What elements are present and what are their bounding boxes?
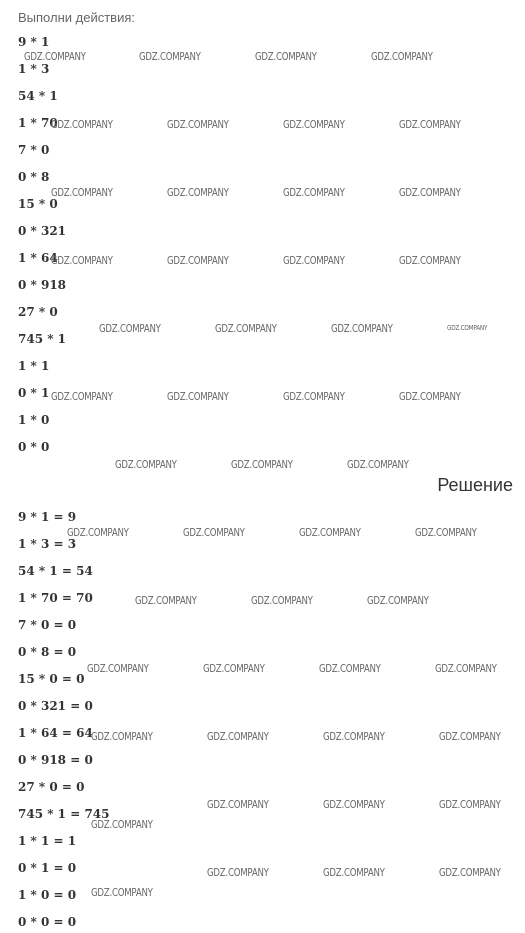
answer-item: 1 * 0 = 0 <box>18 888 77 902</box>
watermark: GDZ.COMPANY <box>135 595 197 607</box>
answer-item: 0 * 918 = 0 <box>18 753 93 767</box>
watermark: GDZ.COMPANY <box>91 819 153 831</box>
answer-item: 1 * 64 = 64 <box>18 726 93 740</box>
watermark: GDZ.COMPANY <box>255 51 317 63</box>
answer-item: 9 * 1 = 9 <box>18 510 77 524</box>
exercise-item: 1 * 70 <box>18 116 58 130</box>
watermark: GDZ.COMPANY <box>51 119 113 131</box>
exercise-item: 1 * 0 <box>18 413 50 427</box>
exercise-item: 1 * 64 <box>18 251 58 265</box>
answer-item: 54 * 1 = 54 <box>18 564 93 578</box>
answer-item: 27 * 0 = 0 <box>18 780 85 794</box>
watermark: GDZ.COMPANY <box>203 663 265 675</box>
watermark: GDZ.COMPANY <box>399 391 461 403</box>
watermark: GDZ.COMPANY <box>207 867 269 879</box>
watermark: GDZ.COMPANY <box>283 391 345 403</box>
exercise-item: 745 * 1 <box>18 332 67 346</box>
watermark: GDZ.COMPANY <box>167 391 229 403</box>
exercise-item: 0 * 321 <box>18 224 67 238</box>
watermark: GDZ.COMPANY <box>331 323 393 335</box>
watermark: GDZ.COMPANY <box>139 51 201 63</box>
answer-item: 15 * 0 = 0 <box>18 672 85 686</box>
watermark: GDZ.COMPANY <box>207 799 269 811</box>
watermark: GDZ.COMPANY <box>231 459 293 471</box>
answer-item: 0 * 8 = 0 <box>18 645 77 659</box>
watermark: GDZ.COMPANY <box>207 731 269 743</box>
answer-item: 1 * 1 = 1 <box>18 834 77 848</box>
exercise-item: 1 * 1 <box>18 359 50 373</box>
watermark: GDZ.COMPANY <box>24 51 86 63</box>
watermark: GDZ.COMPANY <box>283 255 345 267</box>
watermark: GDZ.COMPANY <box>323 731 385 743</box>
solution-heading: Решение <box>437 475 513 495</box>
exercise-item: 54 * 1 <box>18 89 58 103</box>
watermark: GDZ.COMPANY <box>51 187 113 199</box>
watermark: GDZ.COMPANY <box>371 51 433 63</box>
watermark: GDZ.COMPANY <box>115 459 177 471</box>
watermark: GDZ.COMPANY <box>299 527 361 539</box>
answer-item: 0 * 0 = 0 <box>18 915 77 929</box>
watermark: GDZ.COMPANY <box>167 255 229 267</box>
watermark: GDZ.COMPANY <box>435 663 497 675</box>
watermark: GDZ.COMPANY <box>447 324 488 332</box>
watermark: GDZ.COMPANY <box>91 731 153 743</box>
watermark: GDZ.COMPANY <box>99 323 161 335</box>
watermark: GDZ.COMPANY <box>251 595 313 607</box>
task-title: Выполни действия: <box>18 10 135 25</box>
watermark: GDZ.COMPANY <box>283 119 345 131</box>
watermark: GDZ.COMPANY <box>439 731 501 743</box>
watermark: GDZ.COMPANY <box>167 187 229 199</box>
watermark: GDZ.COMPANY <box>51 255 113 267</box>
watermark: GDZ.COMPANY <box>323 867 385 879</box>
watermark: GDZ.COMPANY <box>439 867 501 879</box>
watermark: GDZ.COMPANY <box>323 799 385 811</box>
answer-item: 7 * 0 = 0 <box>18 618 77 632</box>
exercise-item: 15 * 0 <box>18 197 58 211</box>
watermark: GDZ.COMPANY <box>283 187 345 199</box>
answer-item: 745 * 1 = 745 <box>18 807 110 821</box>
answer-item: 1 * 70 = 70 <box>18 591 93 605</box>
watermark: GDZ.COMPANY <box>399 255 461 267</box>
exercise-item: 0 * 918 <box>18 278 67 292</box>
exercise-item: 9 * 1 <box>18 35 50 49</box>
watermark: GDZ.COMPANY <box>415 527 477 539</box>
exercise-item: 1 * 3 <box>18 62 50 76</box>
answer-item: 0 * 321 = 0 <box>18 699 93 713</box>
watermark: GDZ.COMPANY <box>439 799 501 811</box>
exercise-item: 0 * 0 <box>18 440 50 454</box>
exercise-item: 7 * 0 <box>18 143 50 157</box>
watermark: GDZ.COMPANY <box>167 119 229 131</box>
watermark: GDZ.COMPANY <box>367 595 429 607</box>
watermark: GDZ.COMPANY <box>215 323 277 335</box>
watermark: GDZ.COMPANY <box>67 527 129 539</box>
answer-item: 1 * 3 = 3 <box>18 537 77 551</box>
watermark: GDZ.COMPANY <box>319 663 381 675</box>
exercise-item: 0 * 8 <box>18 170 50 184</box>
answer-item: 0 * 1 = 0 <box>18 861 77 875</box>
exercise-item: 27 * 0 <box>18 305 58 319</box>
watermark: GDZ.COMPANY <box>91 887 153 899</box>
watermark: GDZ.COMPANY <box>399 119 461 131</box>
watermark: GDZ.COMPANY <box>51 391 113 403</box>
watermark: GDZ.COMPANY <box>87 663 149 675</box>
watermark: GDZ.COMPANY <box>183 527 245 539</box>
watermark: GDZ.COMPANY <box>399 187 461 199</box>
exercise-item: 0 * 1 <box>18 386 50 400</box>
watermark: GDZ.COMPANY <box>347 459 409 471</box>
